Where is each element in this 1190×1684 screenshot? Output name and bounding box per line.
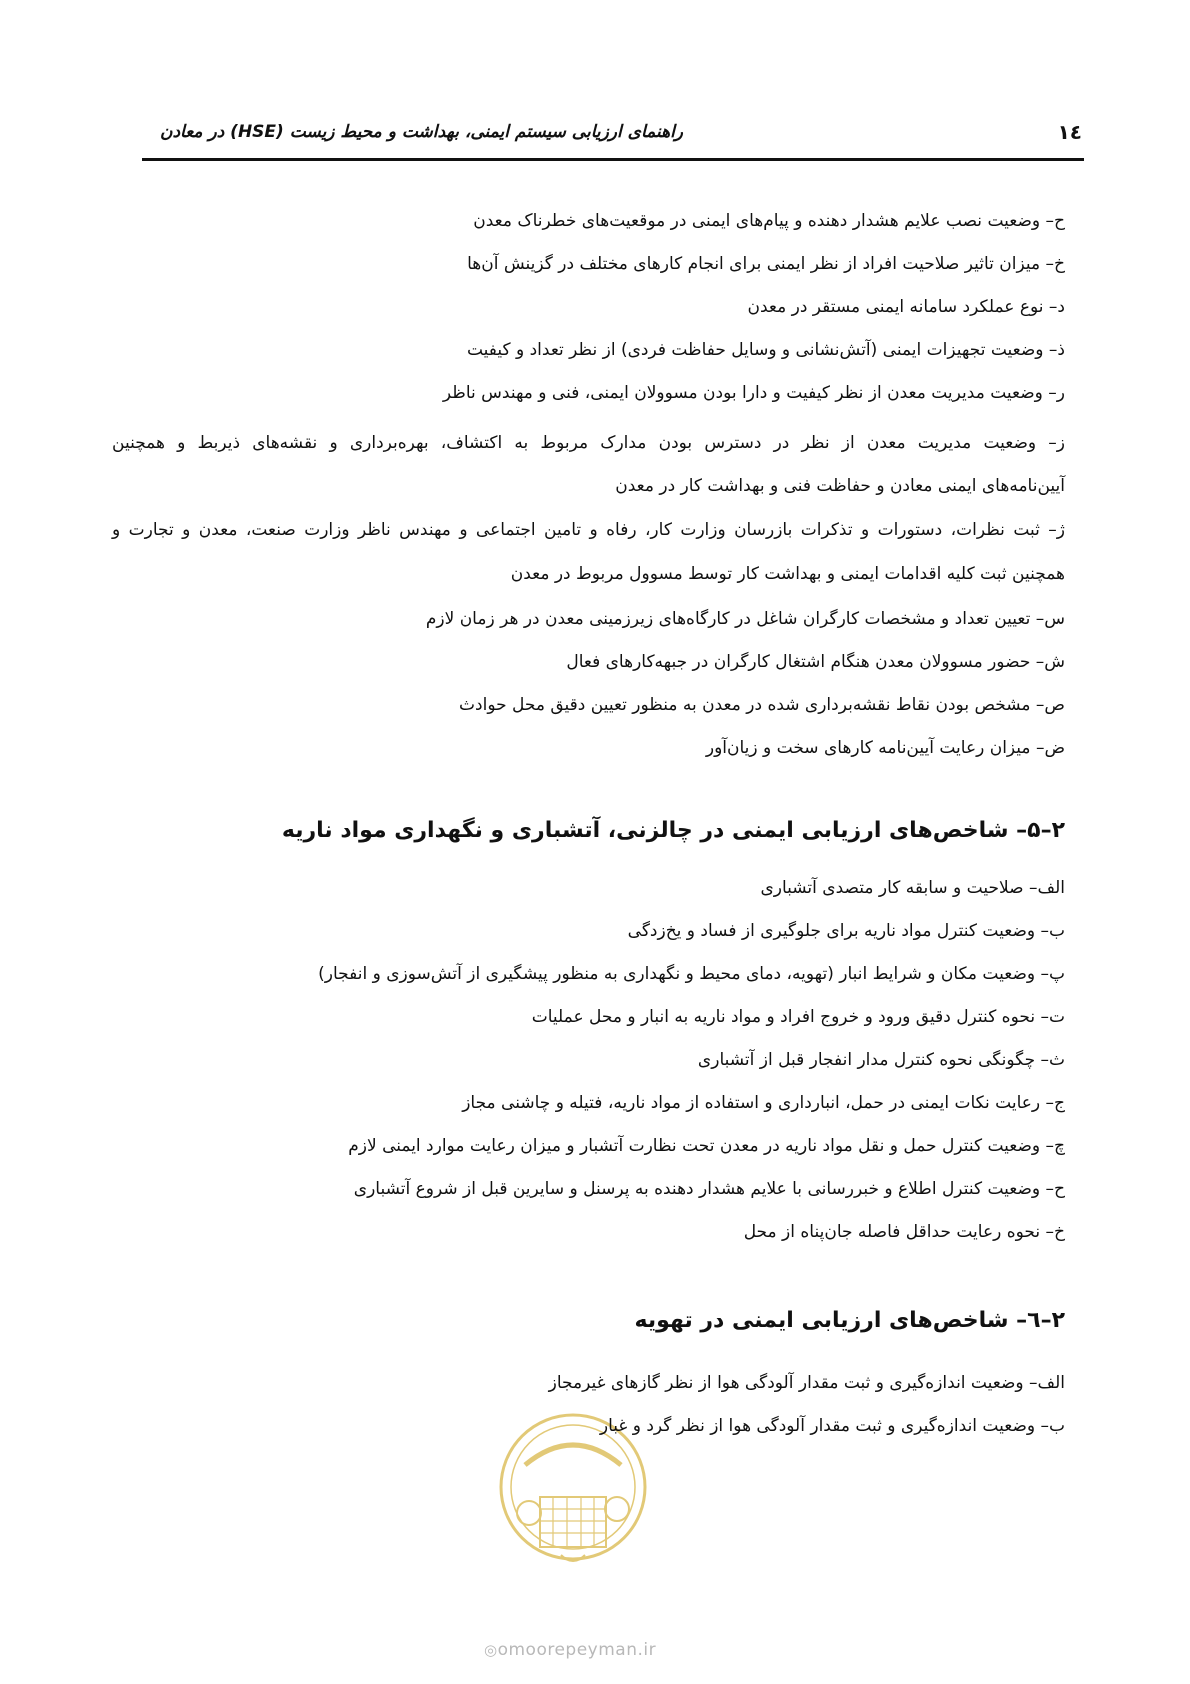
list-item: ث– چگونگی نحوه کنترل مدار انفجار قبل از آتشباری — [697, 1050, 1065, 1070]
list-continued-2 — [110, 606, 1065, 762]
list-item: ش– حضور مسوولان معدن هنگام اشتغال کارگران در جبهه‌کارهای فعال — [566, 652, 1065, 672]
list-item: ب– وضعیت اندازه‌گیری و ثبت مقدار آلودگی هوا از نظر گرد و غبار — [599, 1416, 1065, 1436]
list-item: س– تعیین تعداد و مشخصات کارگران شاغل در کارگاه‌های زیرزمینی معدن در هر زمان لازم — [425, 609, 1065, 629]
page-number: ۱٤ — [1057, 120, 1082, 144]
list-item: ب– وضعیت کنترل مواد ناریه برای جلوگیری از فساد و یخ‌زدگی — [627, 921, 1065, 941]
globe-icon: ◎ — [484, 1641, 498, 1659]
list-item-continuation-text: همچنین ثبت کلیه اقدامات ایمنی و بهداشت کار توسط مسوول مربوط در معدن — [510, 564, 1065, 584]
list-item: ح– وضعیت نصب علایم هشدار دهنده و پیام‌های ایمنی در موقعیت‌های خطرناک معدن — [473, 211, 1065, 231]
list-item: الف– وضعیت اندازه‌گیری و ثبت مقدار آلودگی هوا از نظر گازهای غیرمجاز — [548, 1373, 1065, 1393]
list-item: خ– نحوه رعایت حداقل فاصله جان‌پناه از محل — [743, 1222, 1065, 1242]
list-item: ت– نحوه کنترل دقیق ورود و خروج افراد و مواد ناریه به انبار و محل عملیات — [531, 1007, 1065, 1027]
section-heading-2-5: ۲–۵– شاخص‌های ارزیابی ایمنی در چالزنی، آتشباری و نگهداری مواد ناریه — [281, 818, 1065, 843]
list-item-continuation-text: آیین‌نامه‌های ایمنی معادن و حفاظت فنی و بهداشت کار در معدن — [615, 476, 1065, 496]
header-rule — [142, 158, 1084, 161]
section-heading-2-6: ۲–٦– شاخص‌های ارزیابی ایمنی در تهویه — [634, 1308, 1065, 1333]
list-item: د– نوع عملکرد سامانه ایمنی مستقر در معدن — [747, 297, 1065, 317]
list-item: ر– وضعیت مدیریت معدن از نظر کیفیت و دارا بودن مسوولان ایمنی، فنی و مهندس ناظر — [442, 383, 1065, 403]
list-item-wrapped — [112, 517, 1065, 544]
list-item: ض– میزان رعایت آیین‌نامه کارهای سخت و زیان‌آور — [705, 738, 1065, 758]
list-item: ژ– ثبت نظرات، دستورات و تذکرات بازرسان وزارت کار، رفاه و تامین اجتماعی و مهندس ناظر وزارت صنعت، معدن و تجارت و — [112, 520, 1065, 540]
list-item-continuation — [110, 561, 1065, 588]
list-item-continuation — [110, 473, 1065, 500]
list-item: چ– وضعیت کنترل حمل و نقل مواد ناریه در معدن تحت نظارت آتشبار و میزان رعایت موارد ایمنی لازم — [348, 1136, 1065, 1156]
list-item: خ– میزان تاثیر صلاحیت افراد از نظر ایمنی برای انجام کارهای مختلف در گزینش آن‌ها — [467, 254, 1065, 274]
list-item: ح– وضعیت کنترل اطلاع و خبررسانی با علایم هشدار دهنده به پرسنل و سایرین قبل از شروع آتشباری — [353, 1179, 1065, 1199]
list-item: ص– مشخص بودن نقاط نقشه‌برداری شده در معدن به منظور تعیین دقیق محل حوادث — [459, 695, 1065, 715]
section-2-5-list — [110, 875, 1065, 1246]
list-item: ج– رعایت نکات ایمنی در حمل، انبارداری و استفاده از مواد ناریه، فتیله و چاشنی مجاز — [462, 1093, 1065, 1113]
watermark-site-text: ◎omoorepeyman.ir — [484, 1640, 657, 1660]
list-item: پ– وضعیت مکان و شرایط انبار (تهویه، دمای محیط و نگهداری به منظور پیشگیری از آتش‌سوزی و انفجار) — [318, 964, 1065, 984]
running-header-title: راهنمای ارزیابی سیستم ایمنی، بهداشت و محیط زیست (HSE) در معادن — [160, 122, 684, 142]
list-continued — [110, 208, 1065, 423]
list-item-wrapped — [112, 430, 1065, 457]
list-item: الف– صلاحیت و سابقه کار متصدی آتشباری — [760, 878, 1065, 898]
list-item: ز– وضعیت مدیریت معدن از نظر در دسترس بودن مدارک مربوط به اکتشاف، بهره‌برداری و نقشه‌های ذیربط و همچنین — [112, 433, 1065, 453]
list-item: ذ– وضعیت تجهیزات ایمنی (آتش‌نشانی و وسایل حفاظت فردی) از نظر تعداد و کیفیت — [466, 340, 1065, 360]
section-2-6-list — [110, 1370, 1065, 1440]
